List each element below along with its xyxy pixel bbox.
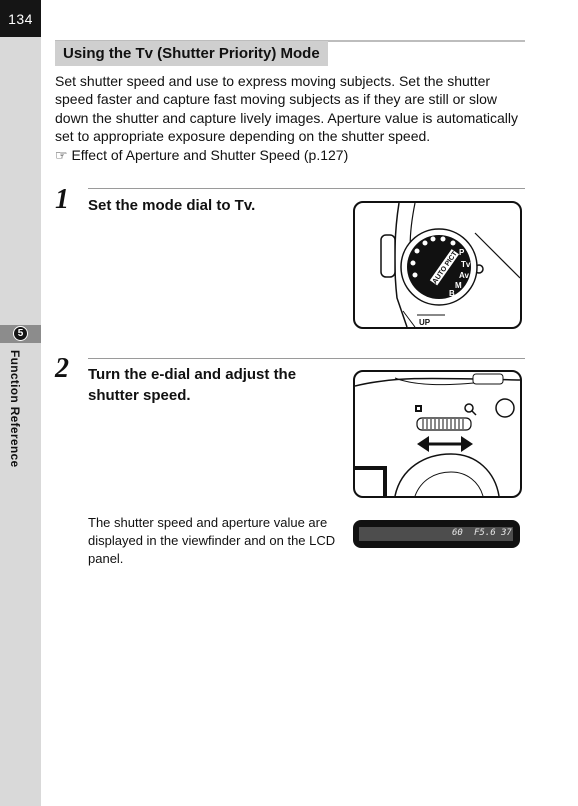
svg-text:P: P (459, 248, 465, 257)
step-2-rule (88, 358, 525, 359)
step-1-rule (88, 188, 525, 189)
e-dial-icon (355, 372, 520, 496)
lcd-screen (359, 527, 513, 541)
page-reference-link[interactable]: ☞ Effect of Aperture and Shutter Speed (p.127) (55, 146, 349, 163)
e-dial-illustration (353, 370, 522, 498)
mode-dial-illustration (353, 201, 522, 329)
page-number: 134 (0, 0, 41, 37)
svg-text:Tv: Tv (461, 260, 471, 269)
svg-text:Av: Av (459, 271, 469, 280)
chapter-title: Function Reference (8, 350, 22, 468)
chapter-badge (0, 325, 41, 343)
zoom-icon (465, 404, 476, 415)
svg-text:B: B (449, 289, 455, 298)
lcd-aperture: F5.6 (474, 528, 496, 538)
double-arrow-icon (417, 436, 473, 452)
av-button-icon (496, 399, 514, 417)
svg-text:M: M (455, 281, 462, 290)
svg-text:AUTO PICT: AUTO PICT (431, 250, 459, 286)
section-title: Using the Tv (Shutter Priority) Mode (55, 41, 328, 66)
mode-dial-icon (355, 203, 520, 327)
svg-text:UP: UP (419, 318, 431, 327)
lcd-shutter: 60 (452, 528, 463, 538)
step-2-text: Turn the e-dial and adjust the shutter speed. (88, 366, 297, 404)
step-2-number: 2 (55, 353, 69, 384)
lcd-count: 37 (501, 528, 512, 538)
intro-text: Set shutter speed and use to express moving subjects. Set the shutter speed faster and capture fast moving subjects as if they are still or slow down the shutter and capture lively images. Aperture value is automatically set to appropriate exposure depending on the shutter speed. (55, 73, 519, 145)
lcd-readout (353, 520, 520, 548)
step-1-text: Set the mode dial to Tv. (88, 197, 256, 214)
chapter-number: 5 (13, 326, 28, 341)
note-text: The shutter speed and aperture value are displayed in the viewfinder and on the LCD panel. (88, 515, 336, 566)
step-1-number: 1 (55, 184, 69, 215)
intro-paragraph (55, 72, 530, 164)
